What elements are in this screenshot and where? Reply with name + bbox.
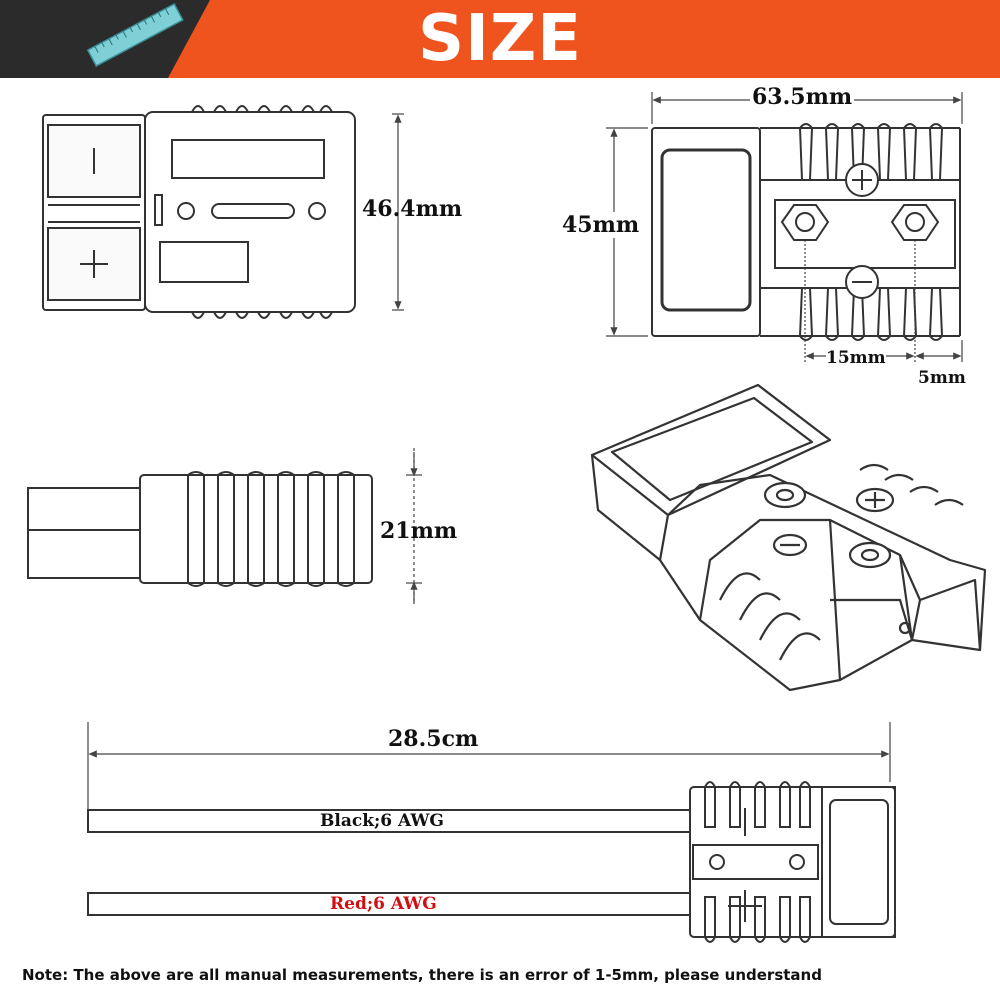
length-label: 63.5mm [752, 84, 853, 110]
cable-length-label: 28.5cm [388, 726, 479, 752]
height-label: 46.4mm [362, 196, 463, 222]
thickness-label: 21mm [380, 518, 458, 544]
top-view-drawing [652, 124, 960, 340]
page-title: SIZE [417, 2, 583, 76]
measurement-note: Note: The above are all manual measurements, there is an error of 1-5mm, please understand [22, 966, 822, 984]
isometric-view-drawing [592, 385, 985, 690]
side-height-label: 45mm [562, 212, 640, 238]
connector-top-view [690, 782, 895, 942]
pin-offset-label: 5mm [918, 368, 966, 388]
pin-spacing-label: 15mm [826, 348, 886, 368]
side-view-drawing [28, 472, 372, 586]
red-cable-label: Red;6 AWG [330, 894, 437, 914]
black-cable-label: Black;6 AWG [320, 811, 444, 831]
front-view-drawing [43, 106, 355, 318]
